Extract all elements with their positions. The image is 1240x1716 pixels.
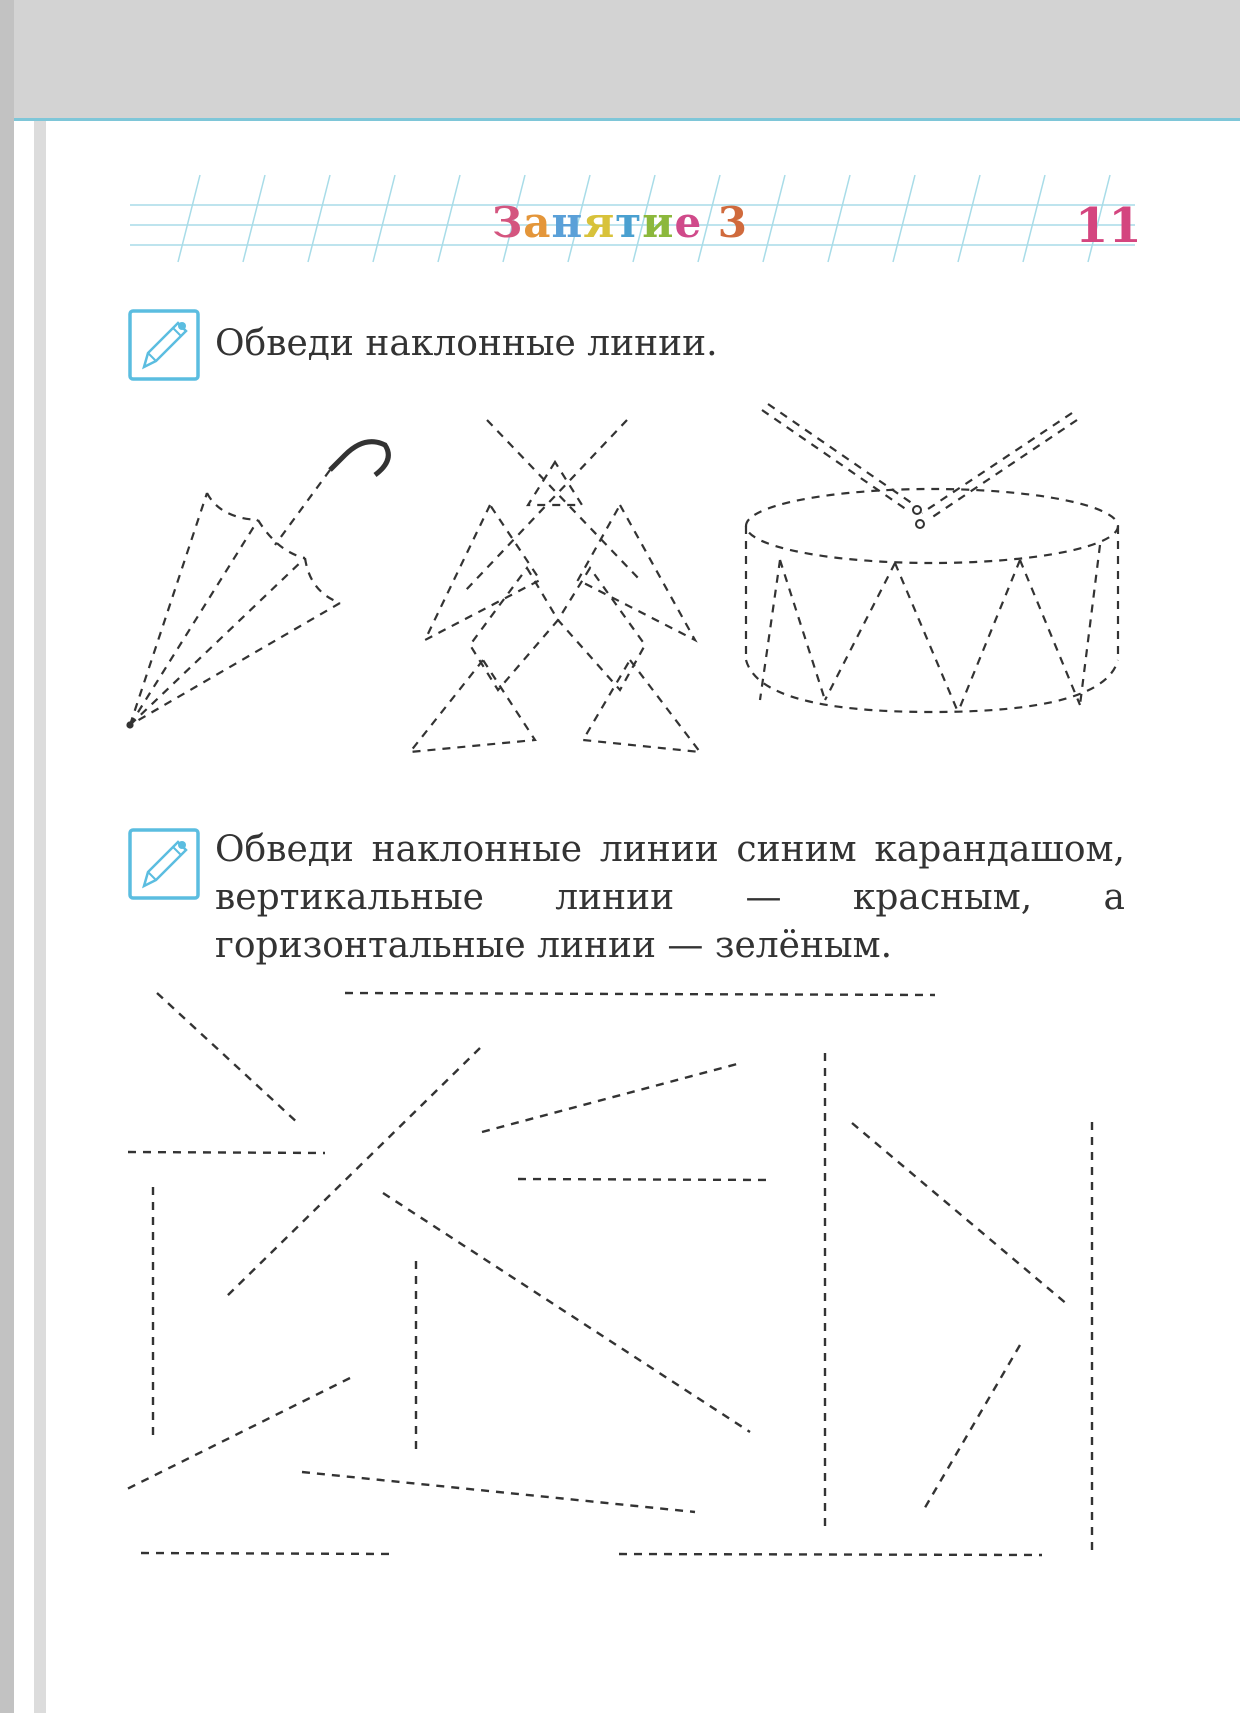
umbrella-edge-left — [130, 493, 207, 725]
triangle-pattern-figure — [410, 420, 700, 752]
umbrella-shaft — [275, 470, 330, 545]
drum-figure — [746, 404, 1118, 712]
horizontal-line — [345, 993, 935, 995]
diagonal-line — [157, 993, 300, 1125]
horizontal-line — [619, 1554, 1042, 1555]
tracing-lines — [125, 993, 1092, 1555]
horizontal-line — [518, 1179, 772, 1180]
umbrella-scallop-3 — [305, 558, 340, 603]
lesson-title: Занятие 3 — [491, 198, 749, 247]
horizontal-line — [128, 1152, 325, 1153]
diagonal-line — [852, 1123, 1068, 1305]
umbrella-scallop-1 — [207, 493, 258, 520]
task2-instruction: Обведи наклонные линии синим карандашом, вертикальные линии — красным, а горизонтальные линии — зелёным. — [215, 829, 1125, 966]
umbrella-tip — [128, 723, 133, 728]
diagonal-line — [482, 1064, 737, 1132]
drum-stick-tip-right — [916, 520, 924, 528]
diagonal-line — [302, 1472, 695, 1512]
page-number: 11 — [1075, 198, 1142, 254]
umbrella-handle — [330, 442, 388, 475]
umbrella-edge-right — [130, 603, 340, 725]
pencil-icon — [126, 307, 202, 383]
umbrella-scallop-2 — [258, 520, 305, 558]
umbrella-rib-1 — [130, 520, 258, 725]
pencil-icon — [126, 826, 202, 902]
umbrella-figure — [128, 442, 389, 728]
diagonal-line — [923, 1345, 1020, 1511]
task1-instruction: Обведи наклонные линии. — [215, 323, 718, 364]
diagonal-line — [125, 1378, 350, 1490]
horizontal-line — [141, 1553, 395, 1554]
diagonal-line — [225, 1048, 480, 1298]
drum-stick-tip-left — [913, 506, 921, 514]
diagonal-line — [383, 1193, 750, 1432]
